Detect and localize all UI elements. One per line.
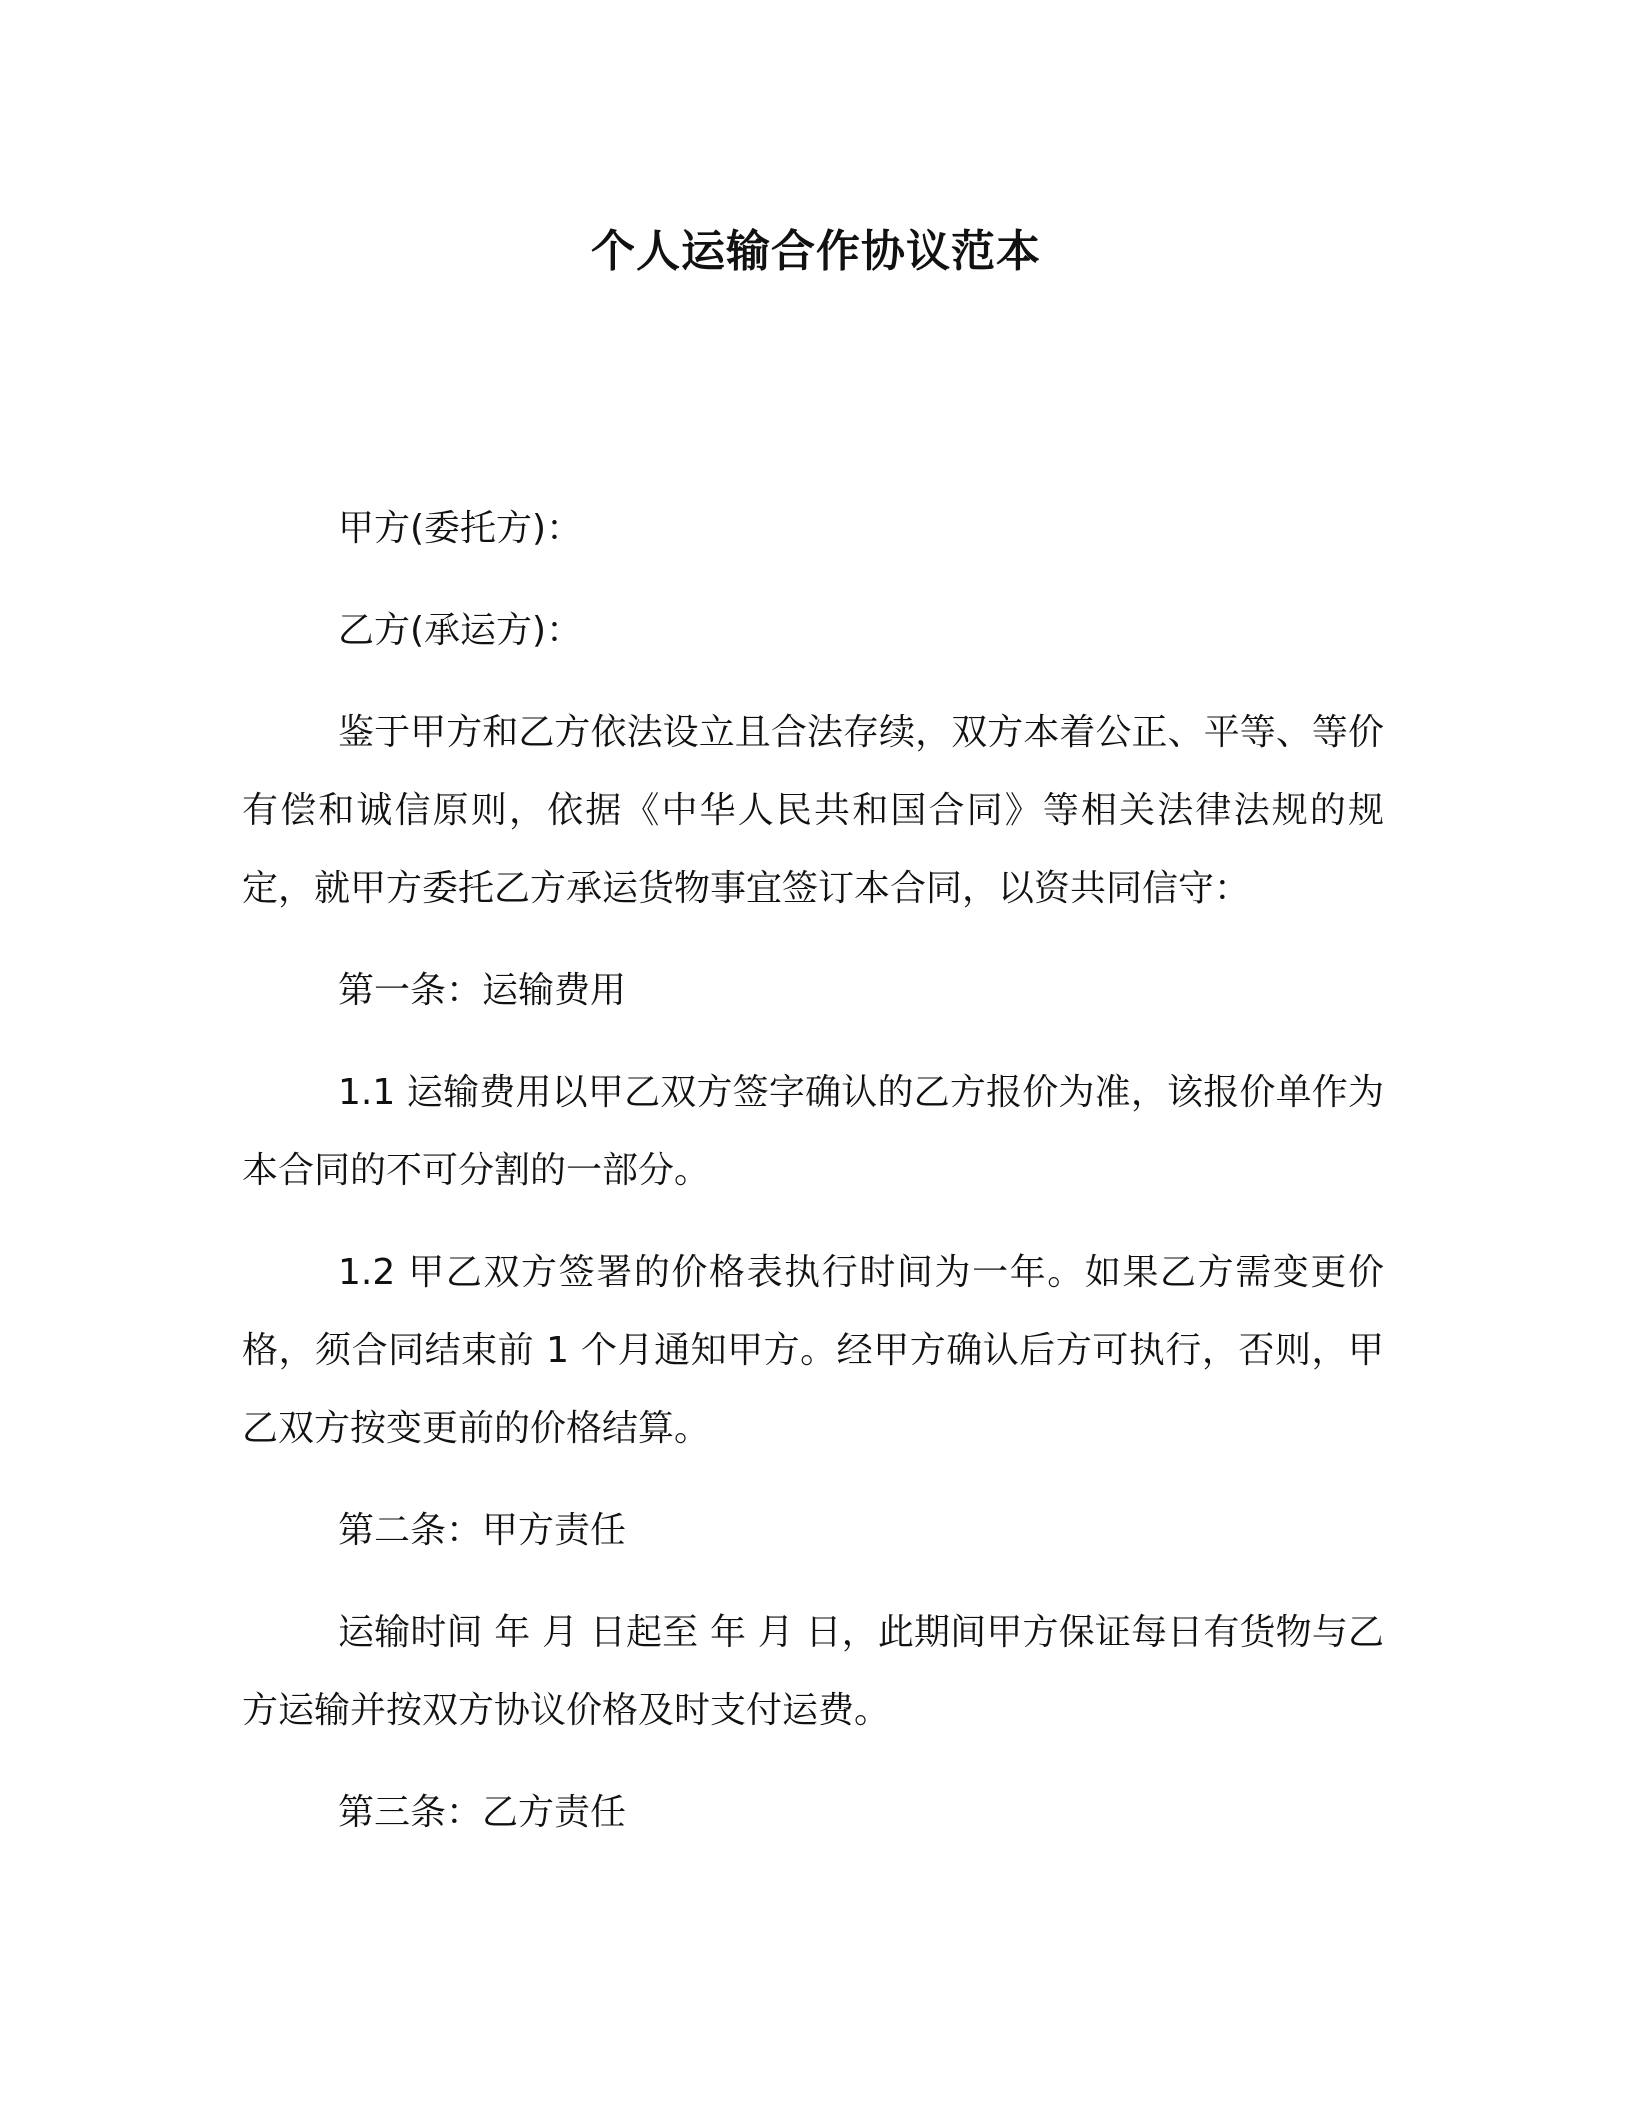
party-b-line: 乙方(承运方)：: [338, 610, 583, 651]
document-body: [242, 490, 1384, 1876]
clause-1-2: 1.2 甲乙双方签署的价格表执行时间为一年。如果乙方需变更价格，须合同结束前 1 个月通知甲方。经甲方确认后方可执行，否则，甲乙双方按变更前的价格结算。: [242, 1252, 1384, 1449]
clause-1-1: 1.1 运输费用以甲乙双方签字确认的乙方报价为准，该报价单作为本合同的不可分割的一部分。: [242, 1072, 1384, 1191]
article-1-heading: 第一条：运输费用: [338, 970, 627, 1011]
article-2-heading: 第二条：甲方责任: [338, 1510, 627, 1551]
party-a-line: 甲方(委托方)：: [338, 508, 583, 549]
document-title: 个人运输合作协议范本: [591, 226, 1041, 277]
article-3-heading: 第三条：乙方责任: [338, 1792, 627, 1833]
article-2-text: 运输时间 年 月 日起至 年 月 日，此期间甲方保证每日有货物与乙方运输并按双方协议价格及时支付运费。: [242, 1612, 1384, 1731]
preamble-paragraph: 鉴于甲方和乙方依法设立且合法存续，双方本着公正、平等、等价有偿和诚信原则，依据《中华人民共和国合同》等相关法律法规的规定，就甲方委托乙方承运货物事宜签订本合同，以资共同信守：: [242, 712, 1384, 909]
